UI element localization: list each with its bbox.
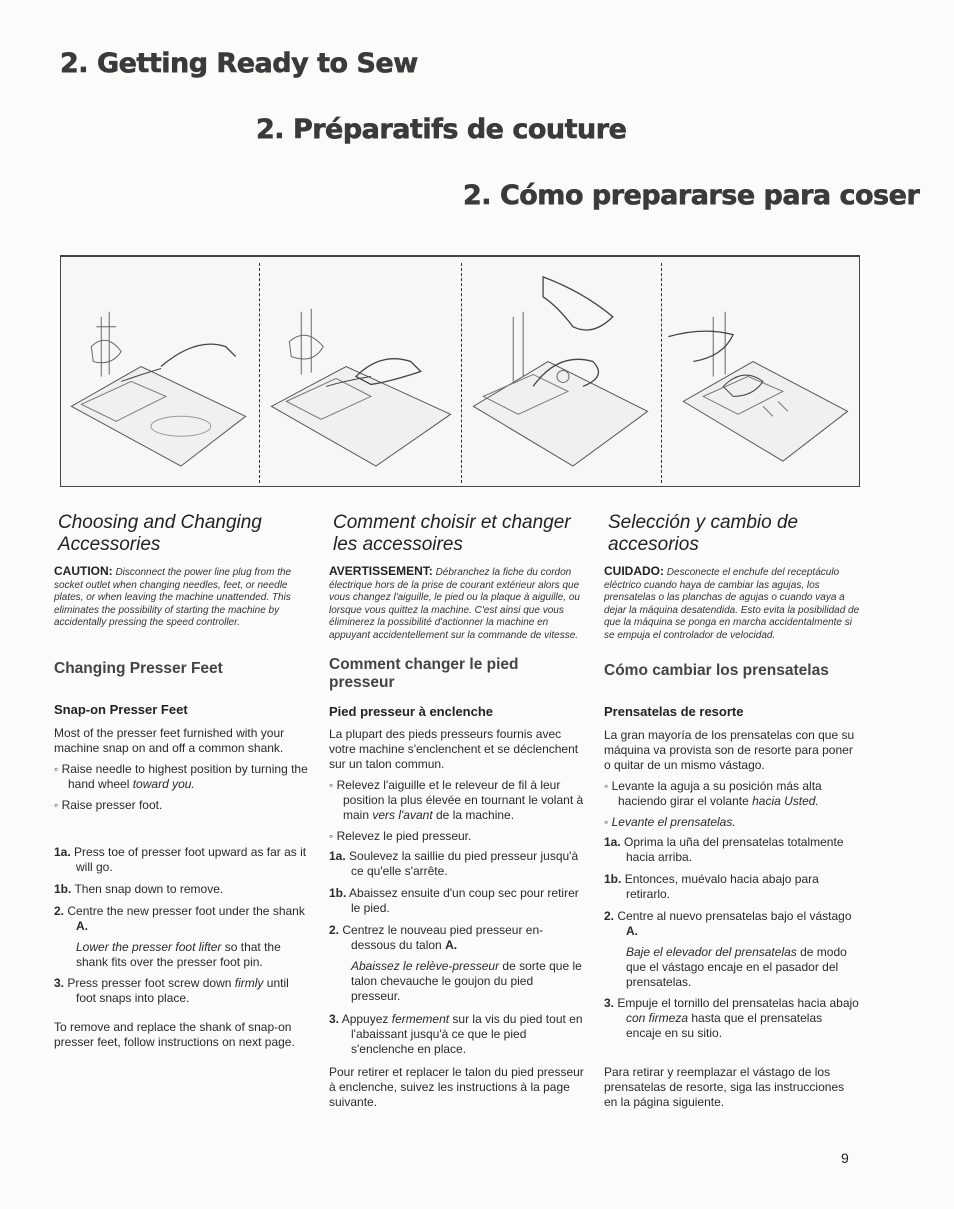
step-1b [604, 872, 860, 902]
step-1a [604, 835, 860, 865]
sewing-foot-illustration-4 [663, 257, 857, 486]
step-text: Then snap down to remove. [74, 881, 224, 896]
caution-label: CAUTION: [54, 564, 113, 578]
step-3 [329, 1012, 584, 1057]
caution-text: Desconecte el enchufe del receptáculo eléctrico cuando haya de cambiar las agujas, los prensatelas o las planchas de agujas o cuando vaya a dejar la máquina desatendida. Esto evita la posibilidad de que la máquina se ponga en marcha accidentalmente si se empuja el controlador de velocidad. [604, 567, 860, 641]
bullet-emphasis: toward you. [132, 776, 195, 791]
page-number: 9 [841, 1150, 849, 1166]
step-emphasis: firmly [234, 975, 264, 990]
step-3 [604, 996, 860, 1041]
step-2-note [54, 940, 312, 970]
step-text: Press presser foot screw down [67, 975, 235, 990]
bullet-text: Relevez l'aiguille et le releveur de fil à leur position la plus élevée en tournant le volant à main [336, 778, 584, 822]
panel-divider [661, 263, 662, 483]
bullet-raise-needle: ◦ Levante la aguja a su posición más alta haciendo girar el volante hacia Usted. [604, 779, 822, 808]
caution-note [604, 565, 860, 642]
caution-note [329, 565, 584, 642]
bullet-emphasis: hacia Usted. [752, 794, 819, 808]
step-1b [54, 882, 312, 897]
step-number: 2. [54, 903, 65, 918]
step-text: Press toe of presser foot upward as far as it will go. [74, 844, 307, 874]
step-1a [329, 849, 584, 879]
panel-divider [259, 263, 260, 483]
closing-text: Para retirar y reemplazar el vástago de los prensatelas de resorte, siga las instrucciones en la página siguiente. [604, 1065, 845, 1109]
step-2 [604, 909, 860, 939]
bullet-raise-foot: ◦ Raise presser foot. [54, 797, 163, 812]
bullet-text: Levante el prensatelas. [611, 815, 736, 829]
bullet-text: Levante la aguja a su posición más alta haciendo girar el volante [611, 779, 822, 808]
caution-note [54, 565, 312, 630]
step-number: 1b. [329, 886, 347, 900]
step-1a [54, 845, 312, 875]
section-title: Comment choisir et changer les accessoires [333, 512, 571, 555]
step-note-emphasis: Baje el elevador del prensatelas [626, 945, 797, 959]
step-note-emphasis: Abaissez le relève-presseur [351, 959, 500, 973]
caution-text: Débranchez la fiche du cordon électrique hors de la prise de courant extérieur alors que vous changez l'aiguille, le pied ou la plaque à aiguille, ou lorsque vous quittez la machine. C'est ainsi que vous éliminerez la possibilité d'actionner la machine en appuyant accidentellement sur la commande de vitesse. [329, 567, 580, 641]
illustration-raise-foot [261, 257, 461, 486]
sewing-foot-illustration-1 [61, 257, 259, 486]
step-label-a: A. [76, 918, 88, 933]
panel-divider [461, 263, 462, 483]
step-number: 3. [329, 1012, 340, 1026]
step-emphasis: fermement [391, 1012, 450, 1026]
step-text: hasta que el prensatelas encaje en su sitio. [626, 1011, 823, 1040]
caution-label: CUIDADO: [604, 564, 664, 578]
bullet-emphasis: vers l'avant [372, 808, 433, 822]
step-number: 2. [604, 909, 615, 923]
caution-label: AVERTISSEMENT: [329, 564, 433, 578]
step-label-a: A. [626, 924, 638, 938]
step-2-note [604, 945, 860, 990]
section-title: Selección y cambio de accesorios [608, 512, 799, 555]
step-text: Abaissez ensuite d'un coup sec pour retirer le pied. [349, 886, 579, 915]
sewing-foot-illustration-2 [261, 257, 461, 486]
step-number: 1a. [54, 844, 71, 859]
step-note-emphasis: Lower the presser foot lifter [76, 939, 222, 954]
step-note-text: de modo que el vástago encaje en el pasador del prensatelas. [626, 945, 847, 989]
step-label-a: A. [445, 938, 458, 952]
como-cambiar-heading: Cómo cambiar los prensatelas [604, 662, 829, 679]
english-column [54, 512, 312, 1050]
spanish-column [604, 512, 860, 1110]
comment-changer-heading: Comment changer le pied presseur [329, 656, 519, 691]
bullet-raise-foot: ◦ Levante el prensatelas. [604, 815, 736, 829]
step-2 [54, 904, 312, 934]
intro-text: La gran mayoría de los prensatelas con que su máquina va provista son de resorte para poner o quitar de un mismo vástago. [604, 728, 855, 772]
step-number: 1a. [604, 835, 621, 849]
step-3 [54, 976, 312, 1006]
bullet-raise-foot: ◦ Relevez le pied presseur. [329, 829, 472, 843]
title-english: 2. Getting Ready to Sew [60, 48, 418, 79]
step-number: 3. [54, 975, 65, 990]
illustration-strip [60, 255, 860, 487]
illustration-raise-needle [61, 257, 259, 486]
step-number: 1b. [54, 881, 72, 896]
step-text: sur la vis du pied tout en l'abaissant jusqu'à ce que le pied s'enclenche en place. [351, 1012, 583, 1056]
step-emphasis: con firmeza [626, 1011, 689, 1025]
french-column [329, 512, 584, 1110]
step-2-note [329, 959, 584, 1004]
step-text: Soulevez la saillie du pied presseur jusqu'à ce qu'elle s'arrête. [349, 849, 579, 878]
section-title: Choosing and Changing Accessories [58, 512, 262, 555]
sewing-foot-illustration-3 [463, 257, 661, 486]
bullet-raise-needle: ◦ Relevez l'aiguille et le releveur de fil à leur position la plus élevée en tournant le volant à main vers l'avant de la machine. [329, 778, 584, 822]
step-text: Oprima la uña del prensatelas totalmente hacia arriba. [624, 835, 844, 864]
illustration-snap-foot [663, 257, 857, 486]
intro-text: La plupart des pieds presseurs fournis avec votre machine s'enclenchent et se déclenchent sur un talon commun. [329, 727, 579, 771]
pied-presseur-heading: Pied presseur à enclenche [329, 704, 494, 719]
bullet-raise-needle: ◦ Raise needle to highest position by turning the hand wheel toward you. [54, 761, 308, 791]
bullet-text: Relevez le pied presseur. [336, 829, 472, 843]
illustration-press-toe [463, 257, 661, 486]
snap-on-presser-feet-heading: Snap-on Presser Feet [54, 701, 188, 717]
step-text: Centrez le nouveau pied presseur en-dessous du talon [342, 923, 544, 952]
intro-text: Most of the presser feet furnished with your machine snap on and off a common shank. [54, 725, 285, 755]
step-text: Empuje el tornillo del prensatelas hacia abajo [617, 996, 859, 1010]
title-french: 2. Préparatifs de couture [256, 114, 627, 145]
title-spanish: 2. Cómo prepararse para coser [463, 180, 920, 211]
step-2 [329, 923, 584, 953]
prensatelas-heading: Prensatelas de resorte [604, 704, 744, 719]
step-number: 1a. [329, 849, 346, 863]
closing-text: Pour retirer et replacer le talon du pied presseur à enclenche, suivez les instructions à la page suivante. [329, 1065, 584, 1109]
step-1b [329, 886, 584, 916]
step-number: 1b. [604, 872, 622, 886]
step-text: Entonces, muévalo hacia abajo para retirarlo. [624, 872, 819, 901]
step-note-text: de sorte que le talon chevauche le goujon du pied presseur. [351, 959, 582, 1003]
step-text: Appuyez [341, 1012, 392, 1026]
step-number: 2. [329, 923, 340, 937]
step-text: Centre the new presser foot under the shank [67, 903, 305, 918]
step-note-text: so that the shank fits over the presser foot pin. [76, 939, 281, 969]
caution-text: Disconnect the power line plug from the socket outlet when changing needles, feet, or needle plates, or when leaving the machine unattended. This eliminates the possibility of starting the machine by accidentally pressing the speed controller. [54, 567, 292, 628]
closing-text: To remove and replace the shank of snap-on presser feet, follow instructions on next page. [54, 1019, 295, 1049]
bullet-text: de la machine. [432, 808, 515, 822]
bullet-text: Raise presser foot. [61, 797, 163, 812]
step-number: 3. [604, 996, 615, 1010]
step-text: until foot snaps into place. [76, 975, 289, 1005]
step-text: Centre al nuevo prensatelas bajo el vástago [617, 909, 852, 923]
changing-presser-feet-heading: Changing Presser Feet [54, 659, 223, 677]
bullet-text: Raise needle to highest position by turning the hand wheel [61, 761, 308, 791]
